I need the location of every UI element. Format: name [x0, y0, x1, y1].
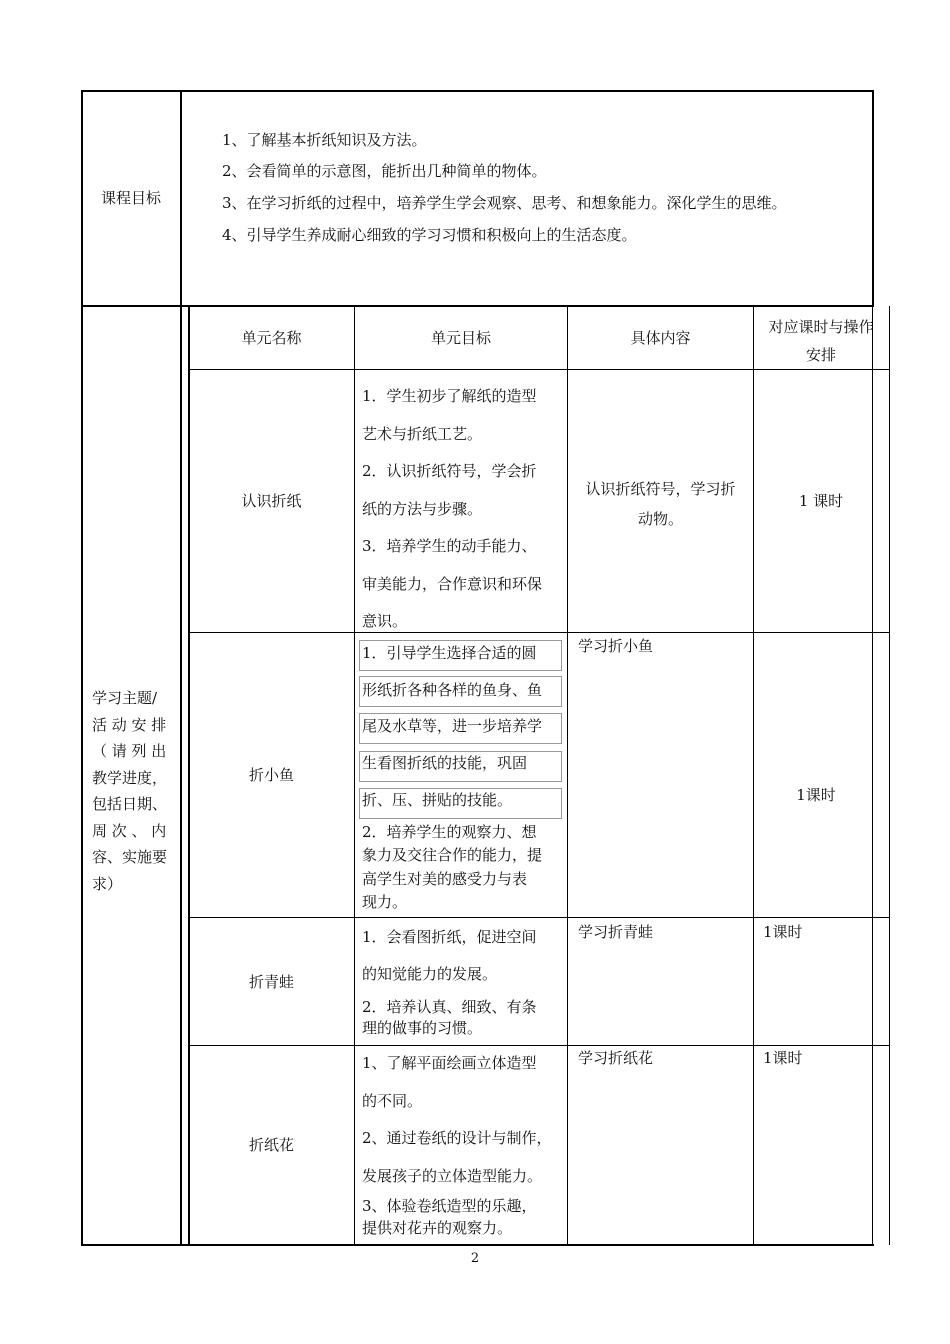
goal-line: 的不同。: [362, 1091, 423, 1110]
inner-col-border-2: [567, 306, 568, 1245]
row-3-hours: 1课时: [763, 923, 803, 941]
row-4-name: 折纸花: [248, 1136, 294, 1154]
activity-label-line: 教学进度，: [92, 768, 168, 787]
row-1-goals: [362, 378, 566, 641]
row-3-content: 学习折青蛙: [578, 923, 654, 941]
outer-bottom-border: [81, 1244, 874, 1246]
label-column-border: [180, 90, 182, 1245]
row-4-hours: 1课时: [763, 1049, 803, 1067]
activity-label: [92, 685, 176, 897]
goal-line: 2．培养认真、细致、有条: [362, 998, 537, 1016]
activity-label-line: （ 请 列 出: [92, 742, 167, 760]
row-2-goals: [362, 643, 566, 916]
header-content: 具体内容: [630, 329, 691, 347]
goal-line: 意识。: [362, 612, 408, 630]
goal-line: 2．培养学生的观察力、想: [362, 822, 537, 841]
goal-line: 艺术与折纸工艺。: [362, 424, 483, 443]
goal-line: 高学生对美的感受力与表: [362, 869, 528, 888]
goal-line: 生看图折纸的技能，巩固: [362, 754, 528, 773]
goal-line: 3．培养学生的动手能力、: [362, 537, 537, 555]
header-row-border: [188, 369, 890, 370]
goal-line: 1．会看图折纸，促进空间: [362, 928, 537, 946]
row-1-name: 认识折纸: [241, 492, 302, 510]
inner-right-border: [889, 306, 890, 1245]
goal-line: 象力及交往合作的能力，提: [362, 846, 543, 865]
goal-line: 1、了解平面绘画立体造型: [362, 1054, 537, 1072]
row-1-content: [568, 474, 753, 534]
page-number: 2: [470, 1251, 480, 1266]
course-goal-item-3: 3、在学习折纸的过程中，培养学生学会观察、思考、和想象能力。深化学生的思维。: [222, 194, 787, 212]
activity-label-line: 活 动 安 排: [92, 715, 167, 734]
row-3-border: [188, 1045, 890, 1046]
header-hours-line-1: 对应课时与操作: [768, 318, 874, 336]
goal-line: 提供对花卉的观察力。: [362, 1218, 513, 1237]
row-3-name: 折青蛙: [248, 973, 294, 991]
course-goal-label: 课程目标: [100, 189, 161, 207]
activity-label-line: 周 次 、 内: [92, 821, 167, 840]
row-1-hours: 1 课时: [798, 492, 844, 510]
activity-label-line: 包括日期、: [92, 795, 168, 813]
row-2-name: 折小鱼: [248, 766, 294, 784]
content-line: 认识折纸符号，学习折: [585, 480, 736, 498]
activity-label-line: 容、实施要: [92, 848, 168, 866]
goal-line: 1．学生初步了解纸的造型: [362, 387, 537, 405]
outer-right-border: [872, 90, 874, 306]
header-hours-line-2: 安排: [805, 346, 836, 364]
goal-line: 审美能力，合作意识和环保: [362, 574, 543, 593]
row-2-hours: 1课时: [796, 786, 836, 804]
goal-line: 3、体验卷纸造型的乐趣，: [362, 1196, 537, 1215]
activity-label-line: 学习主题/: [92, 689, 158, 707]
outer-top-border: [81, 90, 874, 92]
content-line: 动物。: [637, 510, 683, 528]
activity-label-line: 求）: [92, 874, 123, 893]
goal-line: 形纸折各种各样的鱼身、鱼: [362, 680, 543, 699]
inner-col-border-4: [872, 306, 873, 1245]
row-2-border: [188, 917, 890, 918]
goal-line: 2、通过卷纸的设计与制作，: [362, 1129, 552, 1147]
goal-line: 现力。: [362, 893, 408, 912]
goal-line: 的知觉能力的发展。: [362, 965, 498, 983]
goal-line: 2．认识折纸符号，学会折: [362, 462, 537, 480]
header-unit-name: 单元名称: [241, 329, 302, 347]
goal-line: 尾及水草等，进一步培养学: [362, 717, 543, 736]
course-goal-item-2: 2、会看简单的示意图，能折出几种简单的物体。: [222, 162, 547, 180]
inner-col-border-1: [354, 306, 355, 1245]
goal-row-bottom-border: [81, 305, 874, 307]
goal-line: 折、压、拼贴的技能。: [362, 790, 513, 809]
goal-line: 纸的方法与步骤。: [362, 499, 483, 518]
course-goal-item-1: 1、了解基本折纸知识及方法。: [222, 131, 427, 149]
header-unit-goal: 单元目标: [430, 329, 491, 347]
course-goal-item-4: 4、引导学生养成耐心细致的学习习惯和积极向上的生活态度。: [222, 226, 637, 244]
row-2-content: 学习折小鱼: [578, 637, 654, 655]
inner-col-border-3: [753, 306, 754, 1245]
row-4-content: 学习折纸花: [578, 1049, 654, 1067]
row-4-goals: [362, 1053, 566, 1240]
goal-line: 理的做事的习惯。: [362, 1019, 483, 1037]
goal-line: 1．引导学生选择合适的圆: [362, 644, 537, 662]
goal-line: 发展孩子的立体造型能力。: [362, 1166, 543, 1185]
outer-left-border: [81, 90, 83, 1245]
row-3-goals: [362, 927, 566, 1039]
header-hours: [754, 313, 888, 369]
